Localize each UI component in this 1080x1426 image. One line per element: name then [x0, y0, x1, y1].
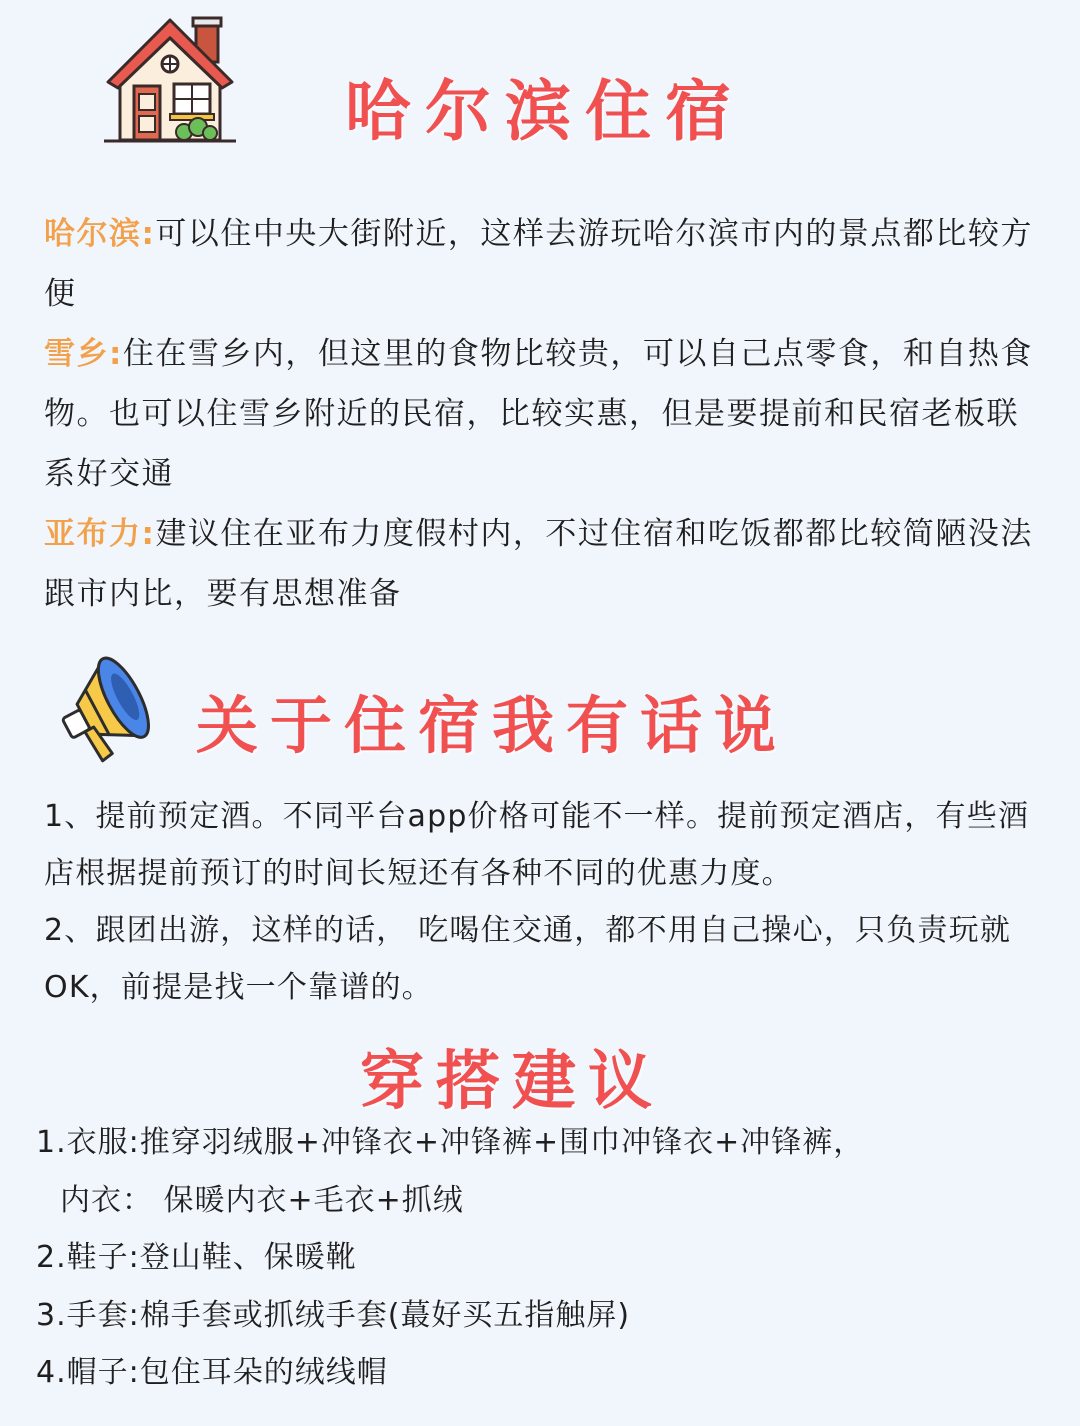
tips-title: 关于住宿我有话说	[196, 689, 789, 762]
accommodation-text: 住在雪乡内，但这里的食物比较贵，可以自己点零食，和自热食物。也可以住雪乡附近的民宿，比较实惠，但是要提前和民宿老板联系好交通	[44, 336, 1033, 492]
outfit-line: 内衣： 保暖内衣+毛衣+抓绒	[60, 1182, 464, 1218]
tips-item: 2、跟团出游，这样的话， 吃喝住交通，都不用自己操心，只负责玩就OK，前提是找一个靠谱的。	[44, 913, 1012, 1005]
accommodation-text: 可以住中央大街附近，这样去游玩哈尔滨市内的景点都比较方便	[44, 216, 1033, 312]
outfit-line: 2.鞋子:登山鞋、保暖靴	[36, 1240, 357, 1275]
outfit-line: 1.衣服:推穿羽绒服+冲锋衣+冲锋裤+围巾冲锋衣+冲锋裤，	[36, 1125, 865, 1160]
accommodation-label: 雪乡:	[44, 336, 123, 372]
outfit-title: 穿搭建议	[360, 1044, 664, 1119]
megaphone-icon	[44, 642, 154, 768]
outfit-list	[36, 1114, 1046, 1402]
tips-item: 1、提前预定酒。不同平台app价格可能不一样。提前预定酒店，有些酒店根据提前预订的时间长短还有各种不同的优惠力度。	[44, 799, 1030, 891]
accommodation-label: 哈尔滨:	[44, 216, 156, 252]
outfit-line: 3.手套:棉手套或抓绒手套(蕞好买五指触屏)	[36, 1297, 631, 1333]
accommodation-item-xuexiang	[44, 324, 1044, 504]
accommodation-item-yabuli	[44, 504, 1044, 624]
outfit-line: 4.帽子:包住耳朵的绒线帽	[36, 1355, 388, 1390]
accommodation-label: 亚布力:	[44, 516, 156, 552]
house-icon	[100, 14, 240, 149]
accommodation-item-harbin	[44, 204, 1044, 324]
accommodation-title: 哈尔滨住宿	[345, 72, 745, 150]
accommodation-text: 建议住在亚布力度假村内，不过住宿和吃饭都都比较简陋没法跟市内比，要有思想准备	[44, 516, 1033, 612]
